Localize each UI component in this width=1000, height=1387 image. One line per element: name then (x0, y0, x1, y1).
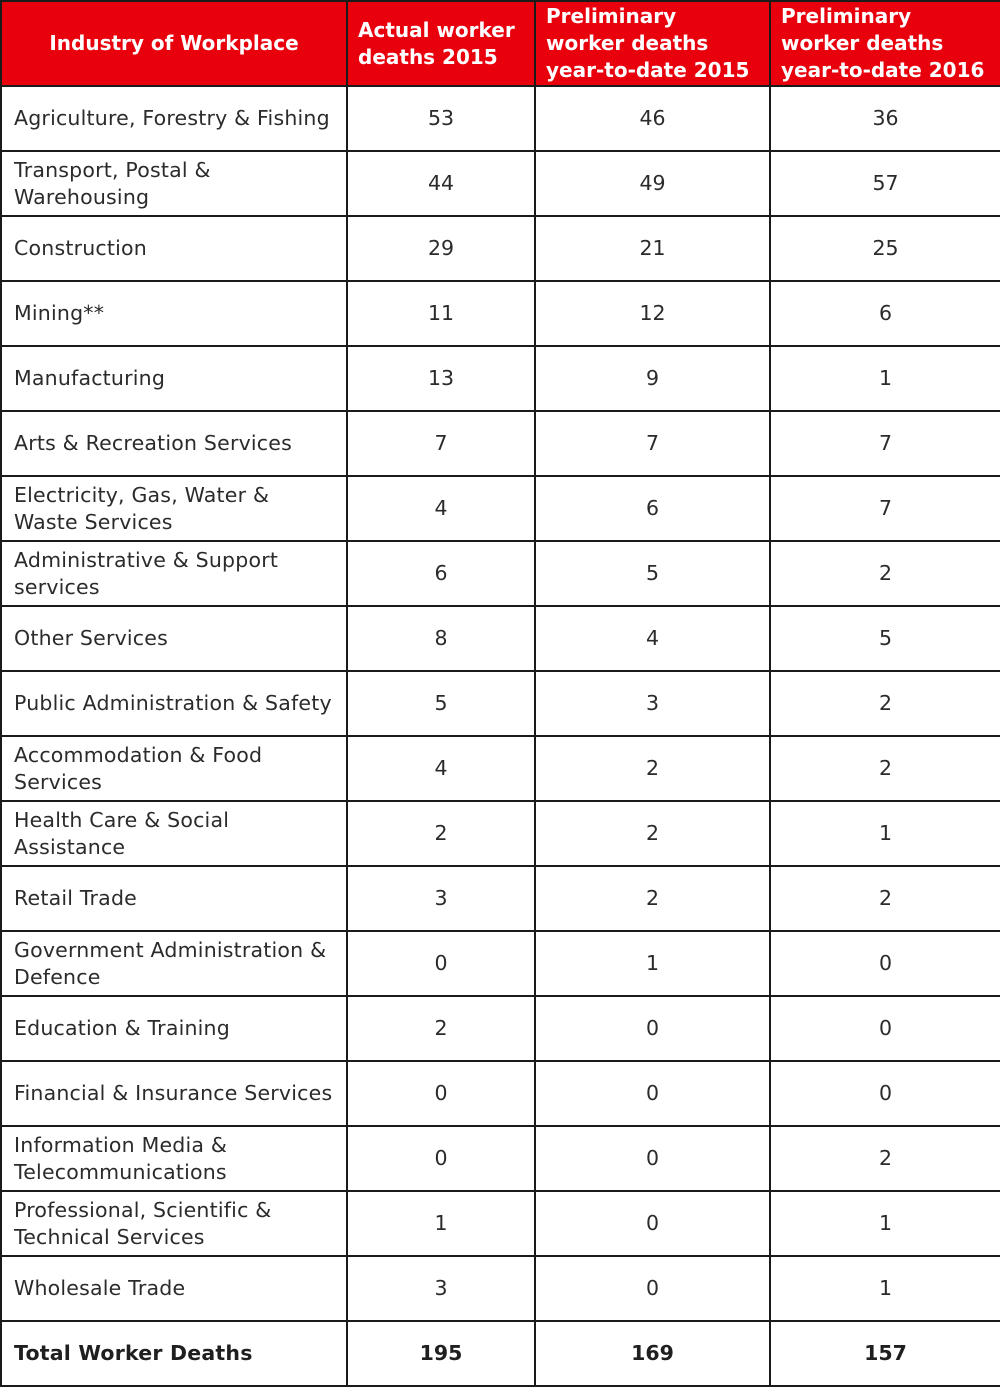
prelim-2016-cell: 7 (770, 411, 1000, 476)
actual-2015-cell: 44 (347, 151, 535, 216)
table-row (1, 736, 1000, 801)
industry-cell: Transport, Postal & Warehousing (1, 151, 347, 216)
industry-cell: Electricity, Gas, Water & Waste Services (1, 476, 347, 541)
industry-cell: Health Care & Social Assistance (1, 801, 347, 866)
table-row (1, 346, 1000, 411)
prelim-2016-cell: 5 (770, 606, 1000, 671)
table-row (1, 1061, 1000, 1126)
table-row (1, 1191, 1000, 1256)
total-label: Total Worker Deaths (1, 1321, 347, 1386)
prelim-2015-cell: 2 (535, 801, 770, 866)
prelim-2015-cell: 0 (535, 1191, 770, 1256)
actual-2015-cell: 8 (347, 606, 535, 671)
actual-2015-cell: 2 (347, 801, 535, 866)
actual-2015-cell: 5 (347, 671, 535, 736)
actual-2015-cell: 4 (347, 476, 535, 541)
table-row (1, 216, 1000, 281)
industry-cell: Education & Training (1, 996, 347, 1061)
prelim-2015-cell: 2 (535, 866, 770, 931)
table-row (1, 996, 1000, 1061)
prelim-2015-cell: 21 (535, 216, 770, 281)
actual-2015-cell: 3 (347, 866, 535, 931)
prelim-2016-cell: 1 (770, 346, 1000, 411)
prelim-2015-cell: 4 (535, 606, 770, 671)
prelim-2016-cell: 7 (770, 476, 1000, 541)
industry-cell: Wholesale Trade (1, 1256, 347, 1321)
industry-cell: Information Media & Telecommunications (1, 1126, 347, 1191)
actual-2015-cell: 4 (347, 736, 535, 801)
prelim-2015-cell: 0 (535, 1126, 770, 1191)
actual-2015-cell: 6 (347, 541, 535, 606)
actual-2015-cell: 29 (347, 216, 535, 281)
actual-2015-cell: 11 (347, 281, 535, 346)
actual-2015-cell: 0 (347, 1061, 535, 1126)
prelim-2015-cell: 3 (535, 671, 770, 736)
prelim-2015-cell: 7 (535, 411, 770, 476)
prelim-2015-cell: 0 (535, 1061, 770, 1126)
table-row (1, 86, 1000, 151)
table-row (1, 671, 1000, 736)
prelim-2015-cell: 1 (535, 931, 770, 996)
industry-cell: Accommodation & Food Services (1, 736, 347, 801)
actual-2015-cell: 7 (347, 411, 535, 476)
prelim-2016-cell: 1 (770, 1256, 1000, 1321)
actual-2015-cell: 2 (347, 996, 535, 1061)
prelim-2016-cell: 6 (770, 281, 1000, 346)
header-actual-2015: Actual worker deaths 2015 (347, 1, 535, 86)
industry-cell: Professional, Scientific & Technical Services (1, 1191, 347, 1256)
industry-cell: Construction (1, 216, 347, 281)
actual-2015-cell: 3 (347, 1256, 535, 1321)
header-row (1, 1, 1000, 86)
prelim-2015-cell: 46 (535, 86, 770, 151)
table-row (1, 541, 1000, 606)
prelim-2016-cell: 2 (770, 541, 1000, 606)
header-industry: Industry of Workplace (1, 1, 347, 86)
prelim-2016-cell: 0 (770, 996, 1000, 1061)
total-prelim-2015: 169 (535, 1321, 770, 1386)
header-prelim-2016: Preliminary worker deaths year-to-date 2016 (770, 1, 1000, 86)
prelim-2016-cell: 2 (770, 866, 1000, 931)
prelim-2016-cell: 2 (770, 671, 1000, 736)
table-row (1, 281, 1000, 346)
prelim-2015-cell: 12 (535, 281, 770, 346)
table-row (1, 476, 1000, 541)
total-actual-2015: 195 (347, 1321, 535, 1386)
actual-2015-cell: 0 (347, 1126, 535, 1191)
table-row (1, 411, 1000, 476)
prelim-2015-cell: 6 (535, 476, 770, 541)
prelim-2016-cell: 25 (770, 216, 1000, 281)
prelim-2016-cell: 1 (770, 1191, 1000, 1256)
table-row (1, 1126, 1000, 1191)
table-row (1, 801, 1000, 866)
industry-cell: Retail Trade (1, 866, 347, 931)
table-row (1, 1256, 1000, 1321)
industry-cell: Mining** (1, 281, 347, 346)
prelim-2015-cell: 9 (535, 346, 770, 411)
prelim-2015-cell: 49 (535, 151, 770, 216)
table-row (1, 866, 1000, 931)
table-row (1, 151, 1000, 216)
table-header (1, 1, 1000, 86)
prelim-2015-cell: 2 (535, 736, 770, 801)
industry-cell: Agriculture, Forestry & Fishing (1, 86, 347, 151)
header-prelim-2015: Preliminary worker deaths year-to-date 2015 (535, 1, 770, 86)
prelim-2016-cell: 36 (770, 86, 1000, 151)
actual-2015-cell: 1 (347, 1191, 535, 1256)
prelim-2015-cell: 0 (535, 1256, 770, 1321)
industry-cell: Public Administration & Safety (1, 671, 347, 736)
prelim-2016-cell: 2 (770, 736, 1000, 801)
table-row (1, 931, 1000, 996)
industry-cell: Arts & Recreation Services (1, 411, 347, 476)
prelim-2016-cell: 57 (770, 151, 1000, 216)
actual-2015-cell: 0 (347, 931, 535, 996)
prelim-2016-cell: 0 (770, 931, 1000, 996)
prelim-2015-cell: 5 (535, 541, 770, 606)
total-prelim-2016: 157 (770, 1321, 1000, 1386)
industry-cell: Administrative & Support services (1, 541, 347, 606)
table-row (1, 606, 1000, 671)
prelim-2015-cell: 0 (535, 996, 770, 1061)
industry-cell: Government Administration & Defence (1, 931, 347, 996)
prelim-2016-cell: 2 (770, 1126, 1000, 1191)
total-row (1, 1321, 1000, 1386)
actual-2015-cell: 13 (347, 346, 535, 411)
industry-cell: Other Services (1, 606, 347, 671)
prelim-2016-cell: 1 (770, 801, 1000, 866)
industry-cell: Manufacturing (1, 346, 347, 411)
table-body (1, 86, 1000, 1386)
actual-2015-cell: 53 (347, 86, 535, 151)
industry-cell: Financial & Insurance Services (1, 1061, 347, 1126)
prelim-2016-cell: 0 (770, 1061, 1000, 1126)
